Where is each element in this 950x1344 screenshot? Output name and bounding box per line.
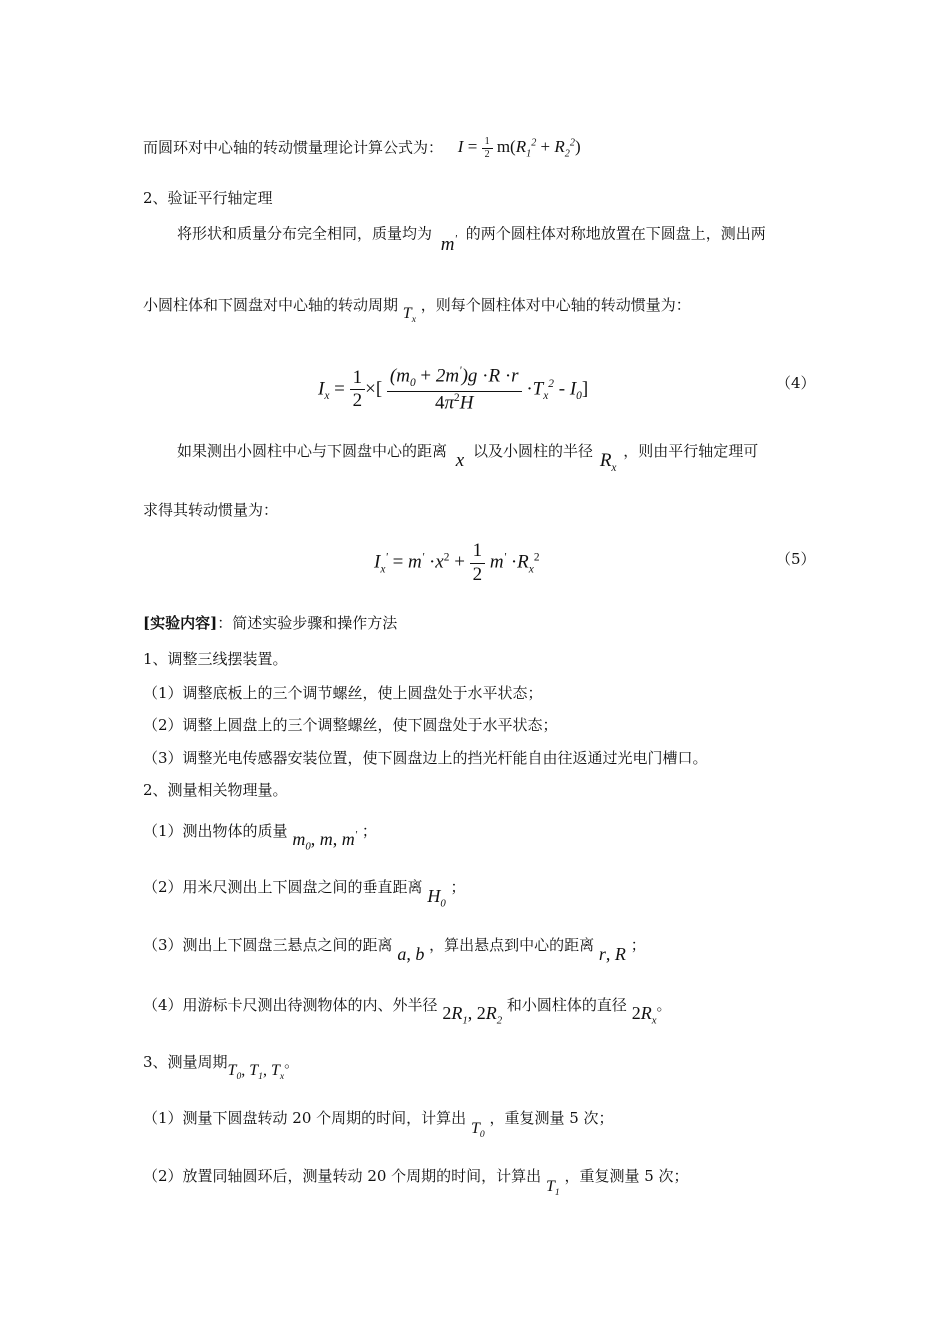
math-H0: $H_0$	[427, 886, 446, 910]
text-segment: 求得其转动惯量为：	[143, 501, 279, 519]
text-segment: ，重复测量 5 次；	[564, 1167, 689, 1185]
text-segment: （1）调整底板上的三个调节螺丝，使上圆盘处于水平状态；	[143, 684, 543, 702]
step-2-2	[143, 876, 466, 910]
text-segment: 。	[284, 1053, 300, 1071]
equation-5: $I_x' = m' \cdot x^2$ + $\frac{1}{2}$ $m' \cdot R_x^2$	[374, 540, 540, 585]
step-3-2	[143, 1167, 689, 1199]
text-segment: （1）测量下圆盘转动 20 个周期的时间，计算出	[143, 1109, 467, 1127]
math-x: x	[455, 450, 465, 471]
text-segment: ；	[630, 936, 646, 954]
text-segment: 2、测量相关物理量。	[143, 781, 288, 799]
math-masses: $m_0$, m, m'	[292, 829, 358, 853]
step-2-4	[143, 994, 672, 1027]
math-periods: $T_0$, $T_1$, $T_x$	[227, 1062, 285, 1083]
paragraph-line-5	[177, 440, 759, 474]
text-segment: 如果测出小圆柱中心与下圆盘中心的距离	[177, 442, 448, 460]
text-segment: （3）调整光电传感器安装位置，使下圆盘边上的挡光杆能自由往返通过光电门槽口。	[143, 749, 708, 767]
text-segment: ；	[450, 878, 466, 896]
step-2-3	[143, 934, 646, 964]
section-heading-parallel-axis	[143, 189, 273, 207]
step-3-1	[143, 1109, 614, 1141]
text-segment: （2）放置同轴圆环后，测量转动 20 个周期的时间，计算出	[143, 1167, 542, 1185]
step-1-3	[143, 749, 708, 767]
text-segment: （2）调整上圆盘上的三个调整螺丝，使下圆盘处于水平状态；	[143, 716, 558, 734]
section-title: [实验内容]	[143, 614, 218, 632]
text-segment: 小圆柱体和下圆盘对中心轴的转动周期	[143, 296, 399, 314]
text-segment: （4）用游标卡尺测出待测物体的内、外半径	[143, 996, 438, 1014]
ring-inertia-text: 而圆环对中心轴的转动惯量理论计算公式为：	[143, 138, 444, 157]
text-segment: ；	[361, 822, 377, 840]
text-segment: 以及小圆柱的半径	[473, 442, 594, 460]
text-segment: 的两个圆柱体对称地放置在下圆盘上，测出两	[465, 224, 766, 243]
text-segment: 3、测量周期	[143, 1053, 228, 1071]
text-segment: 。	[656, 996, 672, 1014]
math-T0: $T_0$	[470, 1120, 485, 1141]
ring-inertia-formula-line	[143, 136, 581, 161]
equation-number-5: （5）	[776, 550, 816, 568]
text-segment: 将形状和质量分布完全相同，质量均为	[177, 224, 433, 243]
paragraph-line-4	[143, 296, 691, 326]
section-description: ：简述实验步骤和操作方法	[217, 614, 398, 632]
math-2R1-2R2: $2R_1$, $2R_2$	[442, 1003, 503, 1027]
math-T1: $T_1$	[545, 1178, 560, 1199]
math-r-R: r, R	[598, 944, 626, 964]
step-1-heading	[143, 650, 288, 668]
section-experiment-content	[143, 614, 397, 632]
equation-4: $I_x$ = $\frac{1}{2}$ ×[ $\frac{(m_0 + 2m')g \cdot R \cdot r}{4\pi^2H}$ $\cdot T_x^2 - I_0$]	[318, 365, 589, 414]
step-2-1	[143, 820, 377, 853]
equation-number-4: （4）	[776, 374, 816, 392]
step-3-heading	[143, 1053, 300, 1083]
math-2Rx: $2R_x$	[631, 1003, 657, 1027]
text-segment: ，重复测量 5 次；	[489, 1109, 614, 1127]
text-segment: ，则每个圆柱体对中心轴的转动惯量为：	[420, 296, 691, 314]
step-2-heading	[143, 781, 288, 799]
text-segment: ，则由平行轴定理可	[623, 442, 759, 460]
step-1-1	[143, 684, 543, 702]
text-segment: （2）用米尺测出上下圆盘之间的垂直距离	[143, 878, 423, 896]
math-m-prime: m'	[440, 234, 457, 256]
math-a-b: a, b	[397, 944, 425, 964]
paragraph-line-6	[143, 501, 278, 519]
step-1-2	[143, 716, 558, 734]
text-segment: 和小圆柱体的直径	[506, 996, 627, 1014]
text-segment: 1、调整三线摆装置。	[143, 650, 288, 668]
text-segment: ，算出悬点到中心的距离	[429, 936, 595, 954]
math-Tx: $T_x$	[402, 305, 416, 326]
text-segment: （3）测出上下圆盘三悬点之间的距离	[143, 936, 393, 954]
ring-inertia-formula: I = $\frac{1}{2}$ $m(R_1^2 + R_2^2)$	[457, 136, 581, 160]
text-segment: （1）测出物体的质量	[143, 822, 288, 840]
heading-text: 2、验证平行轴定理	[143, 189, 273, 207]
math-Rx: $R_x$	[599, 450, 617, 474]
paragraph-line-3	[177, 222, 766, 256]
